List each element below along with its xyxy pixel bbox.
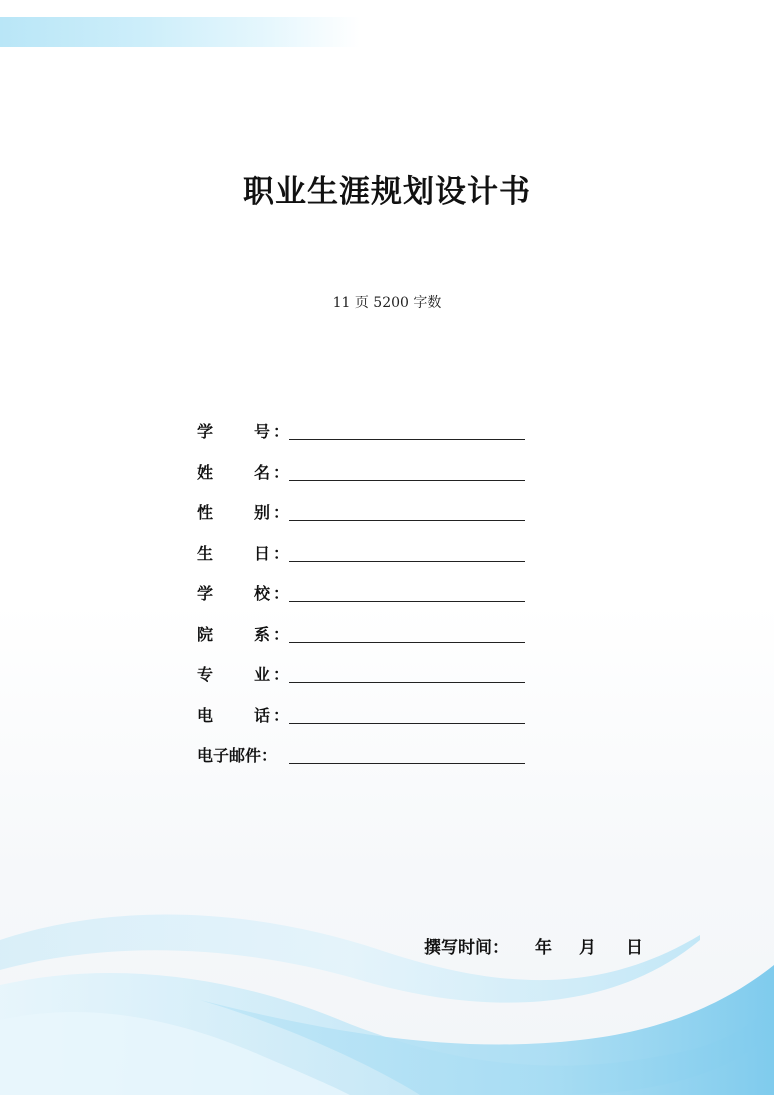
field-label [197,744,287,768]
label-char: 学 [197,584,214,603]
date-day: 日 [626,938,643,958]
field-school [197,582,537,623]
field-name [197,461,537,502]
label-char: 专 [197,665,214,684]
label-colon: ： [273,665,290,684]
field-birthday [197,542,537,583]
label-char: 生 [197,543,214,563]
info-form [197,420,537,785]
label-colon: ： [273,503,290,522]
label-char: 名 [254,462,271,482]
fill-in-line[interactable] [289,520,525,521]
fill-in-line[interactable] [289,439,525,440]
label-colon: ： [273,584,290,603]
label-char: 校 [254,584,271,603]
fill-in-line[interactable] [289,561,525,562]
label-char: 系 [254,624,271,644]
date-label: 撰写时间： [424,938,509,958]
label-colon: ： [273,705,290,725]
fill-in-line[interactable] [289,763,525,764]
document-subtitle: 11 页 5200 字数 [332,295,442,311]
label-char: 院 [197,624,214,644]
fill-in-line[interactable] [289,601,525,602]
label-char: 业 [254,665,271,684]
label-char: 电 [197,705,214,725]
label-colon: ： [273,462,290,482]
field-phone [197,704,537,745]
field-major [197,663,537,704]
decorative-waves [0,880,774,1095]
label-char: 号 [254,422,271,441]
label-char: 性 [197,503,214,522]
label-colon: ： [273,624,290,644]
fill-in-line[interactable] [289,723,525,724]
label-char: 日 [254,543,271,563]
fill-in-line[interactable] [289,480,525,481]
field-gender [197,501,537,542]
fill-in-line[interactable] [289,642,525,643]
fill-in-line[interactable] [289,682,525,683]
date-month: 月 [579,938,596,958]
field-department [197,623,537,664]
label-char: 学 [197,422,214,441]
field-student-id [197,420,537,461]
top-decorative-band [0,17,360,47]
label-char: 话 [254,705,271,725]
label-colon: ： [273,422,290,441]
label-text: 电子邮件： [197,746,278,765]
label-char: 别 [254,503,271,522]
label-colon: ： [273,543,290,563]
label-char: 姓 [197,462,214,482]
document-title: 职业生涯规划设计书 [243,174,531,210]
field-email [197,744,537,785]
date-year: 年 [535,938,552,958]
